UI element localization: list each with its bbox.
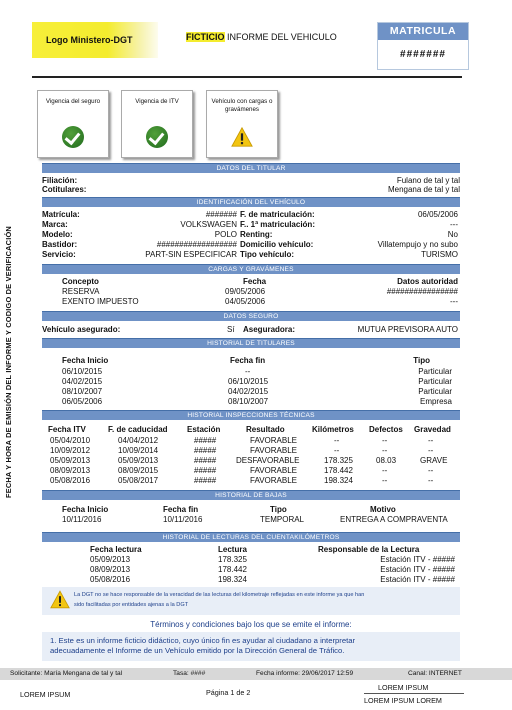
column-header: Datos autoridad (397, 277, 458, 286)
table-cell: Particular (418, 377, 452, 386)
column-header: Resultado (246, 425, 285, 434)
table-cell: ENTREGA A COMPRAVENTA (340, 515, 448, 524)
status-label: Vigencia del seguro (45, 98, 101, 105)
table-cell: 05/08/2016 (50, 476, 91, 485)
fecha-informe: Fecha informe: 29/06/2017 12:59 (256, 670, 354, 677)
table-cell: -- (245, 367, 251, 376)
filiacion-value: Fulano de tal y tal (396, 176, 460, 185)
field-value: --- (450, 220, 458, 229)
column-header: Kilómetros (312, 425, 354, 434)
footer-right-subtext: LOREM IPSUM LOREM (364, 696, 442, 705)
canal: Canal: INTERNET (408, 670, 462, 677)
status-itv (121, 90, 193, 158)
field-label: Modelo: (42, 230, 73, 239)
column-header: Fecha Inicio (62, 505, 109, 514)
table-cell: 198.324 (218, 575, 247, 584)
table-cell: 08/09/2013 (50, 466, 91, 475)
logo (32, 22, 158, 58)
section-titular: DATOS DEL TITULAR (42, 163, 460, 173)
status-cargas (206, 90, 278, 158)
field-label: F. de matriculación: (240, 210, 315, 219)
column-header: Lectura (218, 545, 247, 554)
terms-text (50, 636, 452, 656)
table-cell: 09/05/2006 (225, 287, 266, 296)
column-header: Fecha (243, 277, 267, 286)
status-label: Vigencia de ITV (135, 98, 179, 105)
section-itv: HISTORIAL INSPECCIONES TÉCNICAS (42, 410, 460, 420)
column-header: Concepto (62, 277, 99, 286)
table-cell: 10/11/2016 (62, 515, 102, 524)
header-divider (32, 76, 462, 78)
table-cell: 05/08/2017 (118, 476, 159, 485)
column-header: Defectos (369, 425, 403, 434)
status-seguro (37, 90, 109, 158)
terms-line: adecuadamente el Informe de un Vehículo emitido por la Dirección General de Tráfico. (50, 646, 345, 655)
table-cell: --- (450, 297, 458, 306)
table-cell: 08/09/2015 (118, 466, 159, 475)
table-cell: 05/09/2013 (90, 555, 131, 564)
column-header: F. de caducidad (108, 425, 168, 434)
table-cell: 08/10/2007 (228, 397, 269, 406)
table-cell: -- (382, 476, 388, 485)
table-cell: 05/09/2013 (118, 456, 159, 465)
table-cell: 04/05/2006 (225, 297, 266, 306)
table-cell: 178.325 (218, 555, 247, 564)
table-cell: 178.442 (324, 466, 353, 475)
table-cell: 04/04/2012 (118, 436, 159, 445)
asegurado-label: Vehículo asegurado: (42, 325, 121, 334)
matricula-label: MATRICULA (378, 23, 468, 40)
column-header: Fecha fin (230, 356, 266, 365)
table-cell: 10/09/2014 (118, 446, 159, 455)
table-cell: FAVORABLE (250, 446, 297, 455)
field-label: F.. 1ª matriculación: (240, 220, 315, 229)
terms-line: 1. Este es un informe ficticio didáctico, cuyo único fin es ayudar al ciudadano a interpretar (50, 636, 356, 645)
field-value: VOLKSWAGEN (180, 220, 237, 229)
section-bajas: HISTORIAL DE BAJAS (42, 490, 460, 500)
table-cell: -- (334, 446, 340, 455)
table-cell: -- (428, 466, 434, 475)
column-header: Estación (187, 425, 221, 434)
cotitulares-value: Mengana de tal y tal (387, 185, 460, 194)
table-cell: ##### (194, 466, 217, 475)
table-cell: TEMPORAL (260, 515, 305, 524)
field-label: Domicilio vehículo: (240, 240, 314, 249)
field-value: 06/05/2006 (417, 210, 458, 219)
check-icon (62, 126, 84, 148)
column-header: Fecha Inicio (62, 356, 109, 365)
table-cell: 05/09/2013 (50, 456, 91, 465)
table-cell: 10/09/2012 (50, 446, 91, 455)
table-cell: RESERVA (62, 287, 100, 296)
table-cell: -- (428, 446, 434, 455)
table-cell: 08.03 (376, 456, 397, 465)
warning-line: La DGT no se hace responsable de la veracidad de las lecturas del kilometraje reflejadas en este informe ya que han (74, 592, 365, 598)
table-cell: DESFAVORABLE (236, 456, 300, 465)
solicitante: Solicitante: María Mengana de tal y tal (10, 670, 123, 677)
table-cell: Empresa (419, 397, 452, 406)
table-cell: 08/10/2007 (62, 387, 103, 396)
table-cell: 06/05/2006 (62, 397, 103, 406)
field-value: POLO (214, 230, 237, 239)
document-title (186, 32, 337, 42)
table-cell: Particular (418, 367, 452, 376)
field-value: TURISMO (421, 250, 458, 259)
footer-left-text: LOREM IPSUM (20, 690, 71, 699)
table-cell: 04/02/2015 (62, 377, 103, 386)
table-cell: 198.324 (324, 476, 353, 485)
table-cell: ################ (386, 287, 458, 296)
side-verification-text: FECHA Y HORA DE EMISIÓN DEL INFORME Y CODIGO DE VERIFICACIÓN (4, 226, 13, 498)
warning-line: sido facilitadas por entidades ajenas a la DGT (74, 601, 189, 608)
table-cell: ##### (194, 436, 217, 445)
table-cell: 05/08/2016 (90, 575, 131, 584)
warning-icon (50, 590, 70, 609)
cotitulares-label: Cotitulares: (42, 185, 87, 194)
section-cargas: CARGAS Y GRAVÁMENES (42, 264, 460, 274)
signature-line (364, 693, 464, 694)
column-header: Fecha ITV (48, 425, 86, 434)
table-cell: GRAVE (420, 456, 448, 465)
table-cell: -- (428, 436, 434, 445)
column-header: Fecha lectura (90, 545, 142, 554)
section-historial-titulares: HISTORIAL DE TITULARES (42, 338, 460, 348)
column-header: Tipo (270, 505, 287, 514)
table-cell: ##### (194, 476, 217, 485)
table-cell: FAVORABLE (250, 466, 297, 475)
field-label: Servicio: (42, 250, 76, 259)
warning-text (74, 591, 454, 610)
table-cell: 178.325 (324, 456, 353, 465)
asegurado-value: Sí (227, 325, 235, 334)
aseguradora-value: MUTUA PREVISORA AUTO (357, 325, 458, 334)
warning-icon (231, 126, 253, 148)
column-header: Gravedad (414, 425, 451, 434)
field-value: No (447, 230, 458, 239)
table-cell: 06/10/2015 (62, 367, 103, 376)
table-cell: FAVORABLE (250, 476, 297, 485)
matricula-box (377, 22, 469, 70)
aseguradora-label: Aseguradora: (243, 325, 296, 334)
title-rest: INFORME DEL VEHICULO (227, 32, 337, 42)
title-highlight: FICTICIO (186, 32, 225, 42)
terms-box (42, 632, 460, 661)
column-header: Motivo (370, 505, 396, 514)
footer-info-bar (0, 668, 512, 680)
table-cell: -- (334, 436, 340, 445)
odometer-warning (42, 587, 460, 615)
section-lecturas: HISTORIAL DE LECTURAS DEL CUENTAKILÓMETROS (42, 532, 460, 542)
field-label: Bastidor: (42, 240, 78, 249)
field-label: Matrícula: (42, 210, 80, 219)
table-cell: -- (428, 476, 434, 485)
table-cell: -- (382, 436, 388, 445)
table-cell: ##### (194, 446, 217, 455)
table-cell: 05/04/2010 (50, 436, 91, 445)
field-value: ################## (156, 240, 237, 249)
status-label: Vehículo con cargas o gravámenes (211, 98, 273, 113)
field-label: Renting: (240, 230, 273, 239)
logo-text: Logo Ministero-DGT (46, 35, 133, 45)
section-seguro: DATOS SEGURO (42, 311, 460, 321)
field-label: Tipo vehículo: (240, 250, 295, 259)
matricula-value: ####### (400, 49, 446, 60)
check-icon (146, 126, 168, 148)
table-cell: FAVORABLE (250, 436, 297, 445)
table-cell: Estación ITV - ##### (380, 575, 455, 584)
table-cell: Particular (418, 387, 452, 396)
field-value: Villatempujo y no subo (377, 240, 458, 249)
table-cell: ##### (194, 456, 217, 465)
column-header: Tipo (413, 356, 430, 365)
table-cell: 08/09/2013 (90, 565, 131, 574)
table-cell: -- (382, 446, 388, 455)
field-value: PART-SIN ESPECIFICAR (145, 250, 237, 259)
column-header: Fecha fin (163, 505, 199, 514)
field-value: ####### (205, 210, 237, 219)
table-cell: 04/02/2015 (228, 387, 269, 396)
table-cell: 06/10/2015 (228, 377, 269, 386)
filiacion-label: Filiación: (42, 176, 78, 185)
footer-right-text: LOREM IPSUM (378, 683, 429, 692)
tasa: Tasa: #### (173, 670, 206, 677)
field-label: Marca: (42, 220, 68, 229)
table-cell: EXENTO IMPUESTO (62, 297, 139, 306)
table-cell: Estación ITV - ##### (380, 565, 455, 574)
table-cell: 10/11/2016 (163, 515, 203, 524)
column-header: Responsable de la Lectura (318, 545, 420, 554)
section-vehiculo: IDENTIFICACIÓN DEL VEHÍCULO (42, 197, 460, 207)
table-cell: 178.442 (218, 565, 247, 574)
terms-title: Términos y condiciones bajo los que se emite el informe: (150, 620, 352, 629)
page-number: Página 1 de 2 (206, 688, 251, 697)
table-cell: -- (382, 466, 388, 475)
table-cell: Estación ITV - ##### (380, 555, 455, 564)
